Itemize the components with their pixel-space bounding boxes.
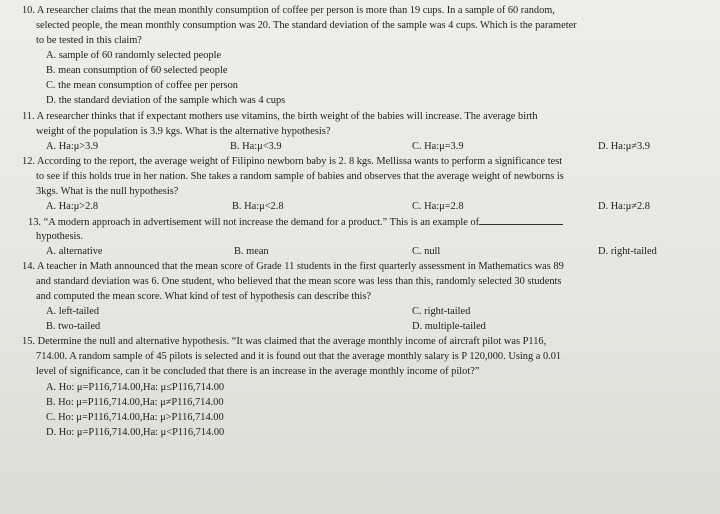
question-text-line: and computed the mean score. What kind of test of hypothesis can describe this?: [36, 291, 372, 302]
answer-option[interactable]: D. multiple-tailed: [412, 321, 486, 332]
answer-blank[interactable]: [479, 215, 563, 225]
question-text-line: hypothesis.: [36, 231, 84, 242]
answer-option[interactable]: A. Ha:μ>2.8: [46, 201, 99, 212]
question-text-line: to be tested in this claim?: [36, 35, 142, 46]
question-text-line: level of significance, can it be concluded that there is an increase in the average monthly income of pilot?”: [36, 366, 480, 377]
answer-option[interactable]: C. right-tailed: [412, 306, 471, 317]
question-text-line: selected people, the mean monthly consumption was 20. The standard deviation of the sample was 4 cups. Which is the parameter: [36, 20, 577, 31]
answer-option[interactable]: D. Ho: μ=P116,714.00,Ha: μ<P116,714.00: [46, 427, 225, 438]
answer-option[interactable]: A. Ho: μ=P116,714.00,Ha: μ≤P116,714.00: [46, 382, 225, 393]
answer-option[interactable]: A. alternative: [46, 246, 103, 257]
question-text-line: 3kgs. What is the null hypothesis?: [36, 186, 179, 197]
question-text-line: and standard deviation was 6. One student, who believed that the mean score was less than this, randomly selected 30 students: [36, 276, 562, 287]
answer-option[interactable]: D. Ha:μ≠3.9: [598, 141, 650, 152]
answer-option[interactable]: B. mean consumption of 60 selected people: [46, 65, 228, 76]
question-text-line: [28, 215, 563, 229]
question-text-line: 15. Determine the null and alternative hypothesis. “It was claimed that the average monthly income of aircraft pilot was P116,: [22, 336, 547, 347]
question-text-line: 10. A researcher claims that the mean monthly consumption of coffee per person is more than 19 cups. In a sample of 60 random,: [22, 5, 555, 16]
answer-option[interactable]: C. Ha:μ=3.9: [412, 141, 464, 152]
answer-option[interactable]: B. two-tailed: [46, 321, 101, 332]
answer-option[interactable]: C. Ho: μ=P116,714.00,Ha: μ>P116,714.00: [46, 412, 224, 423]
question-text-line: 12. According to the report, the average weight of Filipino newborn baby is 2. 8 kgs. Mellissa wants to perform a significance test: [22, 156, 563, 167]
question-text-line: 14. A teacher in Math announced that the mean score of Grade 11 students in the first quarterly assessment in Mathematics was 89: [22, 261, 564, 272]
answer-option[interactable]: A. left-tailed: [46, 306, 100, 317]
answer-option[interactable]: D. Ha:μ≠2.8: [598, 201, 650, 212]
answer-option[interactable]: B. Ho: μ=P116,714.00,Ha: μ≠P116,714.00: [46, 397, 224, 408]
question-text: 13. “A modern approach in advertisement will not increase the demand for a product.” This is an example of: [28, 217, 480, 228]
answer-option[interactable]: A. sample of 60 randomly selected people: [46, 50, 222, 61]
answer-option[interactable]: C. null: [412, 246, 441, 257]
answer-option[interactable]: A. Ha:μ>3.9: [46, 141, 99, 152]
question-text-line: 714.00. A random sample of 45 pilots is selected and it is found out that the average monthly salary is P 120,000. Using a 0.01: [36, 351, 562, 362]
answer-option[interactable]: B. mean: [234, 246, 269, 257]
answer-option[interactable]: D. right-tailed: [598, 246, 657, 257]
question-text-line: to see if this holds true in her nation. She takes a random sample of babies and observes that the average weight of newborns is: [36, 171, 564, 182]
question-text-line: weight of the population is 3.9 kgs. What is the alternative hypothesis?: [36, 126, 331, 137]
answer-option[interactable]: B. Ha:μ<2.8: [232, 201, 284, 212]
question-text-line: 11. A researcher thinks that if expectant mothers use vitamins, the birth weight of the babies will increase. The average birth: [22, 111, 538, 122]
answer-option[interactable]: B. Ha:μ<3.9: [230, 141, 282, 152]
answer-option[interactable]: D. the standard deviation of the sample which was 4 cups: [46, 95, 286, 106]
answer-option[interactable]: C. the mean consumption of coffee per person: [46, 80, 238, 91]
answer-option[interactable]: C. Ha:μ=2.8: [412, 201, 464, 212]
